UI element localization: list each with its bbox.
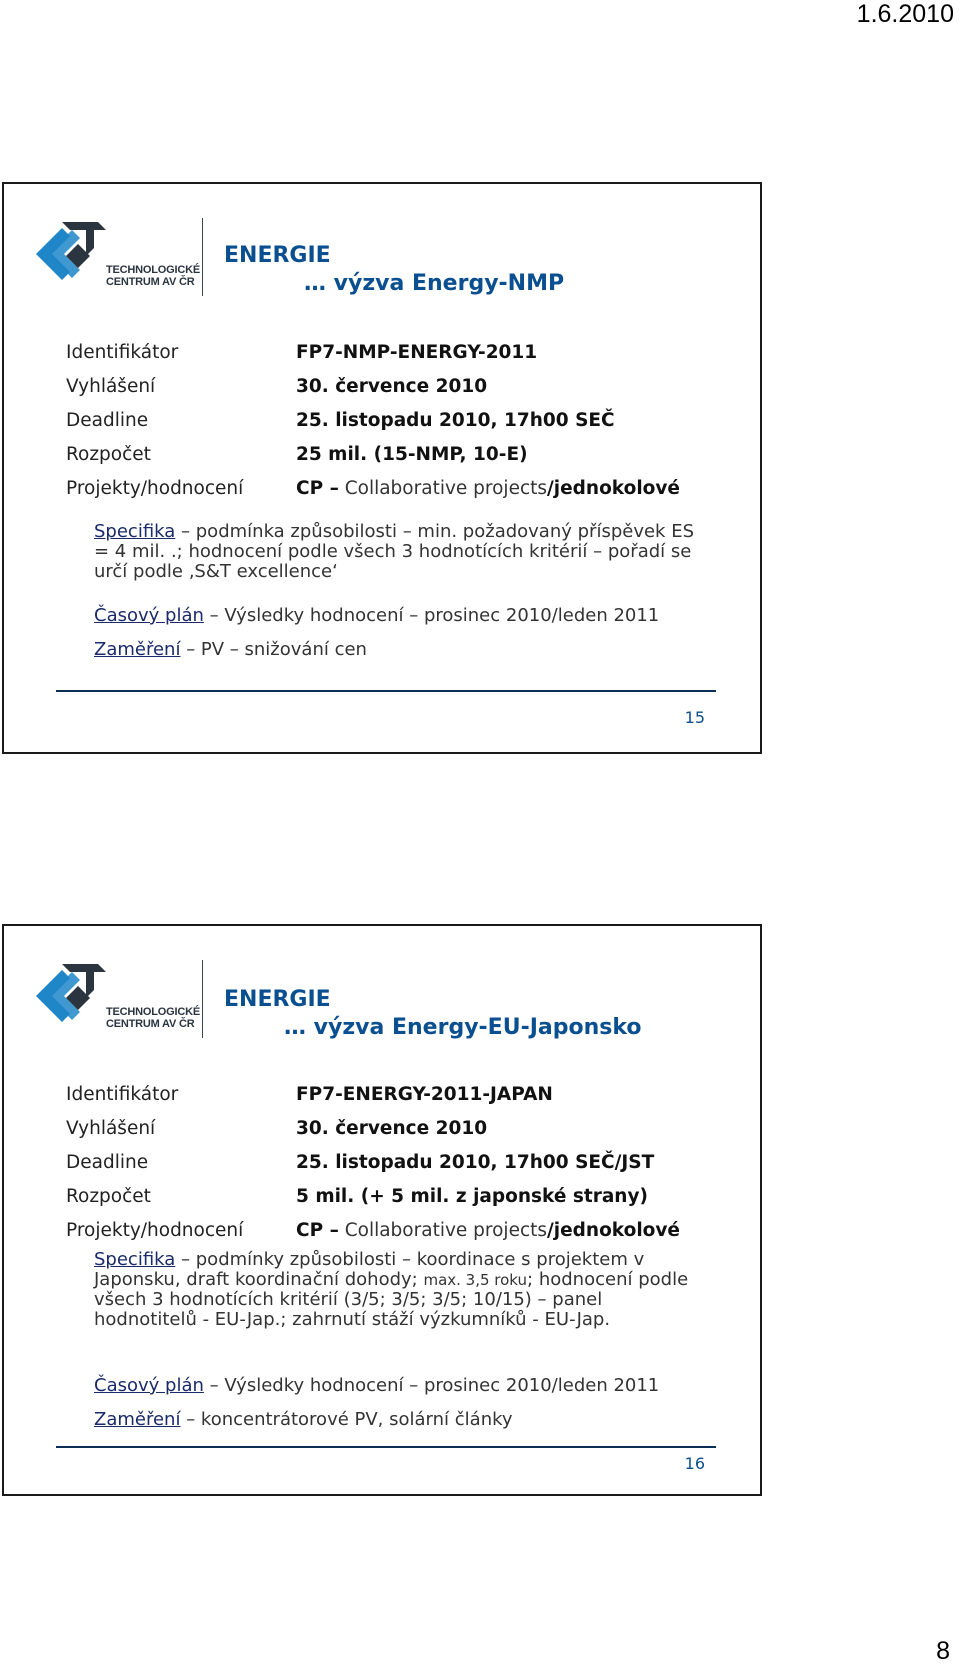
slide-title: ENERGIE … výzva Energy-EU-Japonsko — [224, 987, 642, 1040]
slide-subtitle: … výzva Energy-EU-Japonsko — [284, 1015, 642, 1040]
logo-text: TECHNOLOGICKÉ CENTRUM AV ČR — [106, 264, 200, 288]
slide-number: 15 — [684, 708, 705, 727]
page-number: 8 — [936, 1637, 950, 1665]
zamereni-paragraph: Zaměření – PV – snižování cen — [94, 639, 367, 660]
logo-text: TECHNOLOGICKÉ CENTRUM AV ČR — [106, 1006, 200, 1030]
tc-logo — [34, 214, 200, 294]
slide-title: ENERGIE … výzva Energy-NMP — [224, 243, 565, 296]
specifika-paragraph: Specifika – podmínka způsobilosti – min. požadovaný příspěvek ES = 4 mil. .; hodnocení podle všech 3 hodnotících kritérií – pořadí se určí podle ‚S&T excellence‘ — [94, 521, 694, 582]
tc-logo — [34, 956, 200, 1036]
slide-number: 16 — [684, 1454, 705, 1473]
footer-rule — [56, 690, 716, 692]
specifika-paragraph: Specifika – podmínky způsobilosti – koordinace s projektem v Japonsku, draft koordinační dohody; max. 3,5 roku; hodnocení podle všech 3 hodnotících kritérií (3/5; 3/5; 3/5; 10/15) – panel hodnotitelů - EU-Jap.; zahrnutí stáží výzkumníků - EU-Jap. — [94, 1249, 689, 1330]
slide-15: TECHNOLOGICKÉ CENTRUM AV ČR ENERGIE … výzva Energy-NMP Identifikátor FP7-NMP-ENERGY-2011 Vyhlášení 30. července 2010 Deadline 25. listopadu 2010, 17h00 SEČ Rozpočet 25 mil. (15-NMP, 10-E) Projekty/hodnocení CP – Collaborative projects/jednokolové Specifika – podmínka způsobilosti – min. požadovaný příspěvek ES = 4 mil. .; hodnocení podle všech 3 hodnotících kritérií – pořadí se určí podle ‚S&T excellence‘ Časový plán – Výsledky hodnocení – prosinec 2010/leden 2011 Zaměření – PV – snižování cen 15 — [2, 182, 762, 754]
footer-rule — [56, 1446, 716, 1448]
slide-subtitle: … výzva Energy-NMP — [304, 271, 565, 296]
casovy-plan-paragraph: Časový plán – Výsledky hodnocení – prosinec 2010/leden 2011 — [94, 1375, 660, 1396]
tc-logo-icon — [34, 956, 114, 1036]
header-divider — [202, 218, 203, 296]
zamereni-paragraph: Zaměření – koncentrátorové PV, solární články — [94, 1409, 513, 1430]
tc-logo-icon — [34, 214, 114, 294]
slide-16: TECHNOLOGICKÉ CENTRUM AV ČR ENERGIE … výzva Energy-EU-Japonsko Identifikátor FP7-ENERGY-2011-JAPAN Vyhlášení 30. července 2010 Deadline 25. listopadu 2010, 17h00 SEČ/JST Rozpočet 5 mil. (+ 5 mil. z japonské strany) Projekty/hodnocení CP – Collaborative projects/jednokolové Specifika – podmínky způsobilosti – koordinace s projektem v Japonsku, draft koordinační dohody; max. 3,5 roku; hodnocení podle všech 3 hodnotících kritérií (3/5; 3/5; 3/5; 10/15) – panel hodnotitelů - EU-Jap.; zahrnutí stáží výzkumníků - EU-Jap. Časový plán – Výsledky hodnocení – prosinec 2010/leden 2011 Zaměření – koncentrátorové PV, solární články 16 — [2, 924, 762, 1496]
page-date: 1.6.2010 — [856, 0, 954, 28]
casovy-plan-paragraph: Časový plán – Výsledky hodnocení – prosinec 2010/leden 2011 — [94, 605, 660, 626]
header-divider — [202, 960, 203, 1038]
